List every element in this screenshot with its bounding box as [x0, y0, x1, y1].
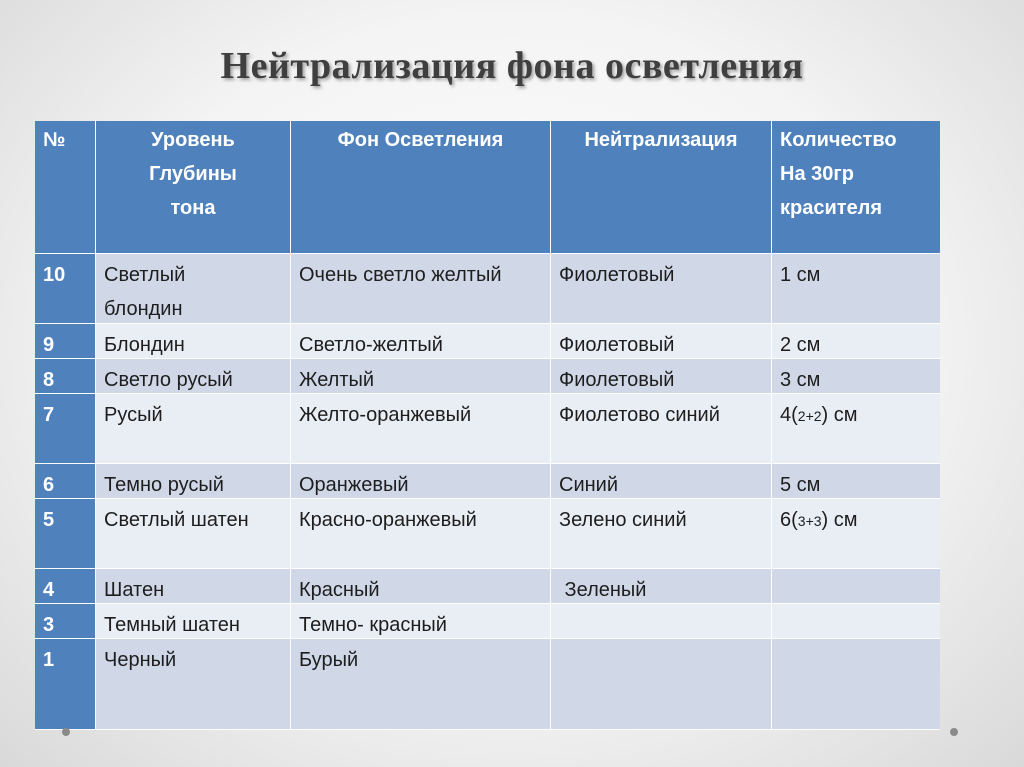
row-level: Светло русый — [96, 359, 291, 394]
row-neutralization: Зелено синий — [551, 499, 772, 569]
row-neutralization — [551, 604, 772, 639]
row-level: Блондин — [96, 324, 291, 359]
header-num: № — [35, 121, 96, 254]
row-background: Красно-оранжевый — [291, 499, 551, 569]
decorative-dot-left — [62, 728, 70, 736]
row-amount: 3 см — [772, 359, 940, 394]
amount-main: 4( — [780, 404, 798, 426]
row-neutralization — [551, 639, 772, 730]
header-level-line-3: тона — [170, 197, 216, 219]
amount-sub: 2+2 — [797, 408, 822, 424]
row-background: Красный — [291, 569, 551, 604]
header-level-line-1: Уровень — [151, 129, 235, 151]
amount-tail: ) см — [821, 509, 858, 531]
header-level-line-2: Глубины — [149, 163, 237, 185]
row-background: Желтый — [291, 359, 551, 394]
row-num-8: 8 — [35, 359, 96, 394]
neutralization-table — [35, 121, 940, 730]
row-amount: 5 см — [772, 464, 940, 499]
row-amount — [772, 604, 940, 639]
row-background: Очень светло желтый — [291, 254, 551, 324]
row-num-7: 7 — [35, 394, 96, 464]
header-neutralization: Нейтрализация — [551, 121, 772, 254]
row-amount — [772, 394, 940, 464]
header-level — [96, 121, 291, 254]
row-num-9: 9 — [35, 324, 96, 359]
row-amount — [772, 639, 940, 730]
row-background: Бурый — [291, 639, 551, 730]
row-level: Черный — [96, 639, 291, 730]
row-background: Желто-оранжевый — [291, 394, 551, 464]
row-num-3: 3 — [35, 604, 96, 639]
row-level: Шатен — [96, 569, 291, 604]
row-amount: 2 см — [772, 324, 940, 359]
row-num-10: 10 — [35, 254, 96, 324]
row-neutralization: Синий — [551, 464, 772, 499]
row-amount — [772, 569, 940, 604]
row-level: Светлый шатен — [96, 499, 291, 569]
row-neutralization: Фиолетово синий — [551, 394, 772, 464]
header-background: Фон Осветления — [291, 121, 551, 254]
row-amount: 1 см — [772, 254, 940, 324]
row-amount — [772, 499, 940, 569]
header-amount — [772, 121, 940, 254]
row-num-4: 4 — [35, 569, 96, 604]
row-num-5: 5 — [35, 499, 96, 569]
row-level: Светлый блондин — [96, 254, 291, 324]
row-level: Темно русый — [96, 464, 291, 499]
row-level: Русый — [96, 394, 291, 464]
row-neutralization: Фиолетовый — [551, 359, 772, 394]
amount-sub: 3+3 — [797, 513, 822, 529]
amount-tail: ) см — [821, 404, 858, 426]
header-amount-line-3: красителя — [780, 197, 883, 219]
row-neutralization: Фиолетовый — [551, 324, 772, 359]
decorative-dot-right — [950, 728, 958, 736]
row-num-1: 1 — [35, 639, 96, 730]
header-amount-line-1: Количество — [780, 129, 897, 151]
amount-main: 6( — [780, 509, 798, 531]
row-background: Оранжевый — [291, 464, 551, 499]
row-background: Темно- красный — [291, 604, 551, 639]
row-neutralization: Зеленый — [551, 569, 772, 604]
row-background: Светло-желтый — [291, 324, 551, 359]
row-num-6: 6 — [35, 464, 96, 499]
slide-title: Нейтрализация фона осветления — [220, 45, 804, 87]
row-level: Темный шатен — [96, 604, 291, 639]
row-neutralization: Фиолетовый — [551, 254, 772, 324]
header-amount-line-2: На 30гр — [780, 163, 854, 185]
